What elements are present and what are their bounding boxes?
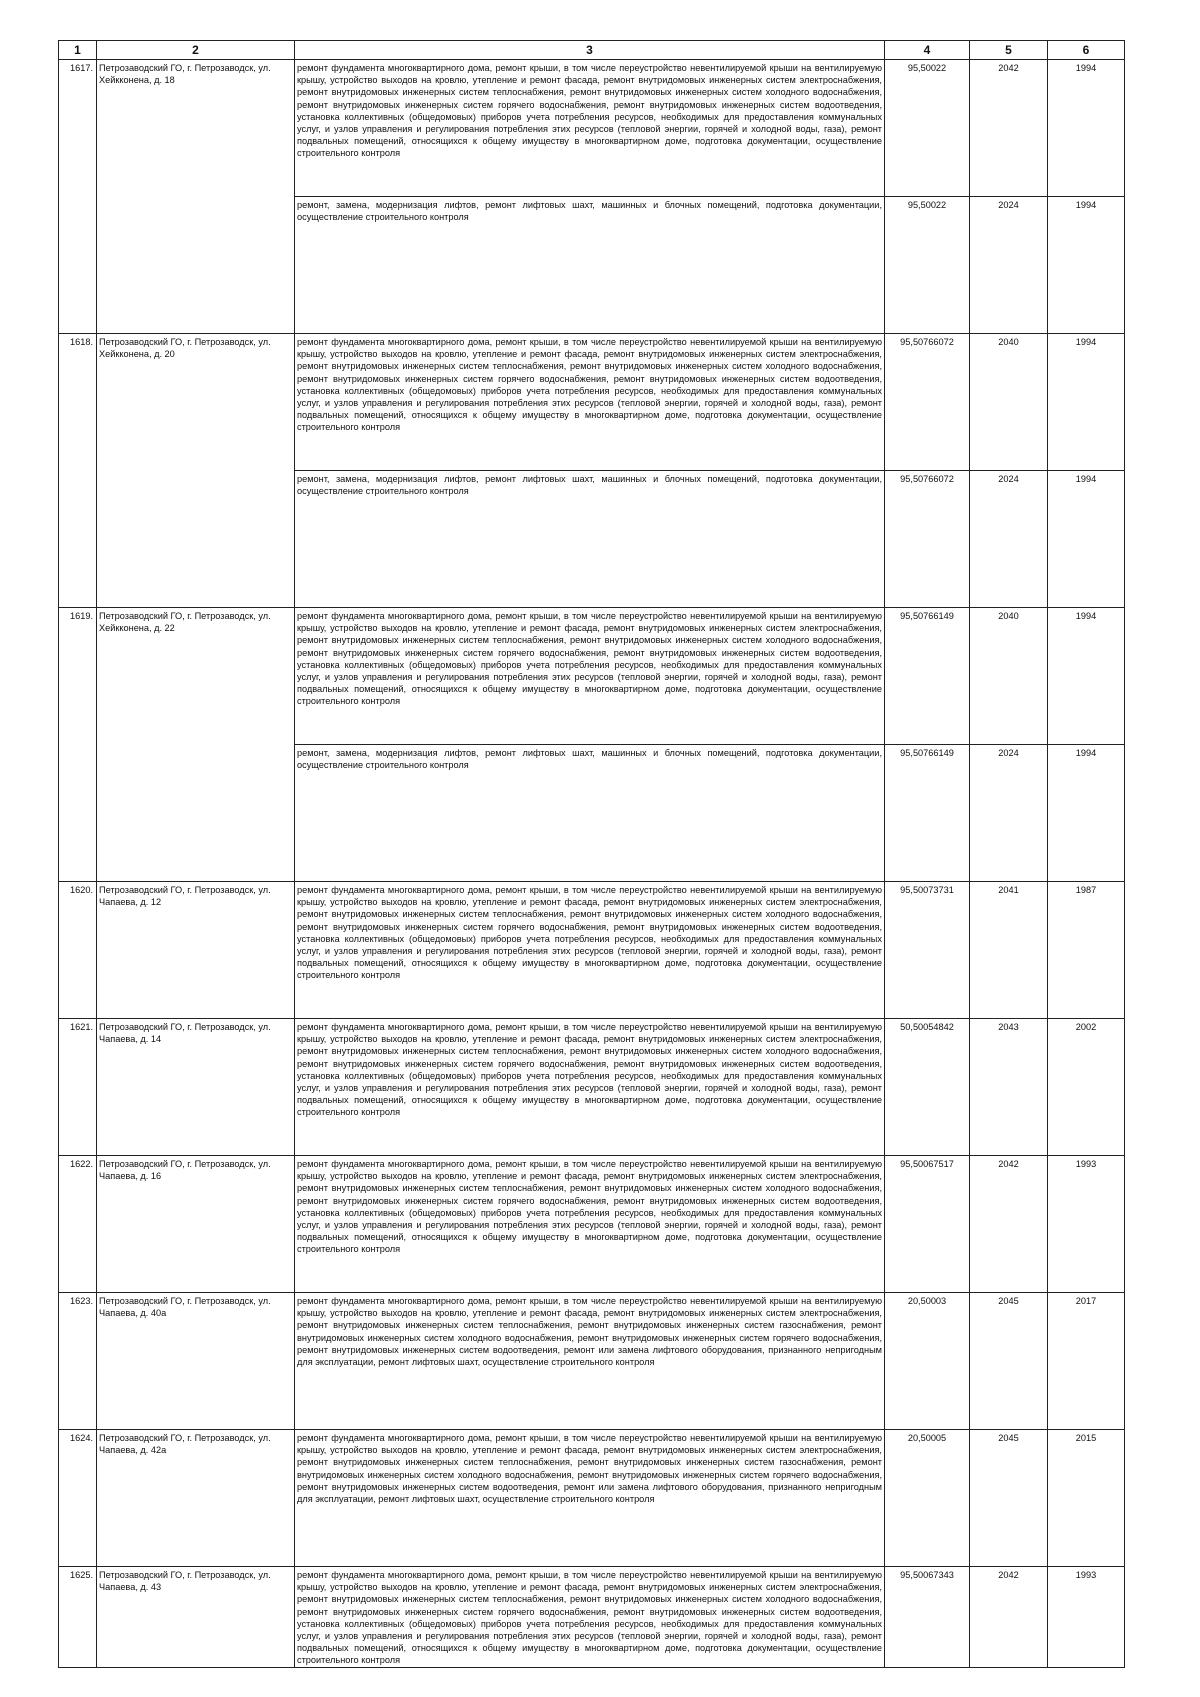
work-types-cell: ремонт фундамента многоквартирного дома, ремонт крыши, в том числе переустройство невентилируемой крыши на вентилируемую крышу, устройство выходов на кровлю, утепление и ремонт фасада, ремонт внутридомовых инженерных систем электроснабжения, ремонт внутридомовых инженерных систем теплоснабжения, ремонт внутридомовых инженерных систем холодного водоснабжения, ремонт внутридомовых инженерных систем горячего водоснабжения, ремонт внутридомовых инженерных систем водоотведения, установка коллективных (общедомовых) приборов учета потребления ресурсов, необходимых для предоставления коммунальных услуг, и узлов управления и регулирования потребления этих ресурсов (тепловой энергии, горячей и холодной воды, газа), ремонт подвальных помещений, относящихся к общему имуществу в многоквартирном доме, подготовка документации, осуществление строительного контроля xyxy=(295,334,885,471)
work-types-cell: ремонт фундамента многоквартирного дома, ремонт крыши, в том числе переустройство невентилируемой крыши на вентилируемую крышу, устройство выходов на кровлю, утепление и ремонт фасада, ремонт внутридомовых инженерных систем электроснабжения, ремонт внутридомовых инженерных систем теплоснабжения, ремонт внутридомовых инженерных систем газоснабжения, ремонт внутридомовых инженерных систем холодного водоснабжения, ремонт внутридомовых инженерных систем горячего водоснабжения, ремонт внутридомовых инженерных систем водоотведения, ремонт или замена лифтового оборудования, признанного непригодным для эксплуатации, ремонт лифтовых шахт, осуществление строительного контроля xyxy=(295,1430,885,1567)
plan-year-cell: 2040 xyxy=(970,608,1048,745)
plan-year-cell: 2024 xyxy=(970,471,1048,608)
row-number: 1620. xyxy=(59,882,97,1019)
built-year-cell: 1987 xyxy=(1048,882,1125,1019)
row-number: 1617. xyxy=(59,60,97,334)
work-types-cell: ремонт фундамента многоквартирного дома, ремонт крыши, в том числе переустройство невентилируемой крыши на вентилируемую крышу, устройство выходов на кровлю, утепление и ремонт фасада, ремонт внутридомовых инженерных систем электроснабжения, ремонт внутридомовых инженерных систем теплоснабжения, ремонт внутридомовых инженерных систем холодного водоснабжения, ремонт внутридомовых инженерных систем горячего водоснабжения, ремонт внутридомовых инженерных систем водоотведения, установка коллективных (общедомовых) приборов учета потребления ресурсов, необходимых для предоставления коммунальных услуг, и узлов управления и регулирования потребления этих ресурсов (тепловой энергии, горячей и холодной воды, газа), ремонт подвальных помещений, относящихся к общему имуществу в многоквартирном доме, подготовка документации, осуществление строительного контроля xyxy=(295,1567,885,1668)
address-cell: Петрозаводский ГО, г. Петрозаводск, ул. Чапаева, д. 14 xyxy=(97,1019,295,1156)
address-cell: Петрозаводский ГО, г. Петрозаводск, ул. Чапаева, д. 12 xyxy=(97,882,295,1019)
area-cell: 95,50766072 xyxy=(885,334,970,471)
row-number: 1621. xyxy=(59,1019,97,1156)
table-row xyxy=(59,1293,1125,1430)
address-cell: Петрозаводский ГО, г. Петрозаводск, ул. Чапаева, д. 42а xyxy=(97,1430,295,1567)
area-cell: 95,50073731 xyxy=(885,882,970,1019)
column-header-3: 3 xyxy=(295,41,885,60)
built-year-cell: 1994 xyxy=(1048,471,1125,608)
plan-year-cell: 2024 xyxy=(970,197,1048,334)
work-types-cell: ремонт, замена, модернизация лифтов, ремонт лифтовых шахт, машинных и блочных помещений, подготовка документации, осуществление строительного контроля xyxy=(295,745,885,882)
area-cell: 95,50022 xyxy=(885,60,970,197)
work-types-cell: ремонт фундамента многоквартирного дома, ремонт крыши, в том числе переустройство невентилируемой крыши на вентилируемую крышу, устройство выходов на кровлю, утепление и ремонт фасада, ремонт внутридомовых инженерных систем электроснабжения, ремонт внутридомовых инженерных систем теплоснабжения, ремонт внутридомовых инженерных систем газоснабжения, ремонт внутридомовых инженерных систем холодного водоснабжения, ремонт внутридомовых инженерных систем горячего водоснабжения, ремонт внутридомовых инженерных систем водоотведения, ремонт или замена лифтового оборудования, признанного непригодным для эксплуатации, ремонт лифтовых шахт, осуществление строительного контроля xyxy=(295,1293,885,1430)
built-year-cell: 1994 xyxy=(1048,60,1125,197)
column-header-6: 6 xyxy=(1048,41,1125,60)
row-number: 1625. xyxy=(59,1567,97,1668)
address-cell: Петрозаводский ГО, г. Петрозаводск, ул. Чапаева, д. 43 xyxy=(97,1567,295,1668)
area-cell: 20,50005 xyxy=(885,1430,970,1567)
area-cell: 95,50067517 xyxy=(885,1156,970,1293)
work-types-cell: ремонт фундамента многоквартирного дома, ремонт крыши, в том числе переустройство невентилируемой крыши на вентилируемую крышу, устройство выходов на кровлю, утепление и ремонт фасада, ремонт внутридомовых инженерных систем электроснабжения, ремонт внутридомовых инженерных систем теплоснабжения, ремонт внутридомовых инженерных систем холодного водоснабжения, ремонт внутридомовых инженерных систем горячего водоснабжения, ремонт внутридомовых инженерных систем водоотведения, установка коллективных (общедомовых) приборов учета потребления ресурсов, необходимых для предоставления коммунальных услуг, и узлов управления и регулирования потребления этих ресурсов (тепловой энергии, горячей и холодной воды, газа), ремонт подвальных помещений, относящихся к общему имуществу в многоквартирном доме, подготовка документации, осуществление строительного контроля xyxy=(295,60,885,197)
table-row xyxy=(59,60,1125,197)
table-row xyxy=(59,334,1125,471)
plan-year-cell: 2024 xyxy=(970,745,1048,882)
address-cell: Петрозаводский ГО, г. Петрозаводск, ул. Хейкконена, д. 20 xyxy=(97,334,295,608)
built-year-cell: 2015 xyxy=(1048,1430,1125,1567)
table-row xyxy=(59,1019,1125,1156)
table-row xyxy=(59,608,1125,745)
work-types-cell: ремонт, замена, модернизация лифтов, ремонт лифтовых шахт, машинных и блочных помещений, подготовка документации, осуществление строительного контроля xyxy=(295,471,885,608)
built-year-cell: 2017 xyxy=(1048,1293,1125,1430)
area-cell: 20,50003 xyxy=(885,1293,970,1430)
plan-year-cell: 2040 xyxy=(970,334,1048,471)
table-body xyxy=(59,60,1125,1668)
table-row xyxy=(59,1430,1125,1567)
plan-year-cell: 2043 xyxy=(970,1019,1048,1156)
row-number: 1623. xyxy=(59,1293,97,1430)
area-cell: 95,50766072 xyxy=(885,471,970,608)
row-number: 1619. xyxy=(59,608,97,882)
plan-year-cell: 2042 xyxy=(970,60,1048,197)
plan-year-cell: 2042 xyxy=(970,1156,1048,1293)
built-year-cell: 1993 xyxy=(1048,1156,1125,1293)
built-year-cell: 1994 xyxy=(1048,745,1125,882)
work-types-cell: ремонт фундамента многоквартирного дома, ремонт крыши, в том числе переустройство невентилируемой крыши на вентилируемую крышу, устройство выходов на кровлю, утепление и ремонт фасада, ремонт внутридомовых инженерных систем электроснабжения, ремонт внутридомовых инженерных систем теплоснабжения, ремонт внутридомовых инженерных систем холодного водоснабжения, ремонт внутридомовых инженерных систем горячего водоснабжения, ремонт внутридомовых инженерных систем водоотведения, установка коллективных (общедомовых) приборов учета потребления ресурсов, необходимых для предоставления коммунальных услуг, и узлов управления и регулирования потребления этих ресурсов (тепловой энергии, горячей и холодной воды, газа), ремонт подвальных помещений, относящихся к общему имуществу в многоквартирном доме, подготовка документации, осуществление строительного контроля xyxy=(295,608,885,745)
built-year-cell: 1994 xyxy=(1048,334,1125,471)
area-cell: 95,50766149 xyxy=(885,608,970,745)
column-header-4: 4 xyxy=(885,41,970,60)
address-cell: Петрозаводский ГО, г. Петрозаводск, ул. Чапаева, д. 16 xyxy=(97,1156,295,1293)
plan-year-cell: 2041 xyxy=(970,882,1048,1019)
row-number: 1618. xyxy=(59,334,97,608)
address-cell: Петрозаводский ГО, г. Петрозаводск, ул. Хейкконена, д. 18 xyxy=(97,60,295,334)
column-header-2: 2 xyxy=(97,41,295,60)
column-header-1: 1 xyxy=(59,41,97,60)
repair-program-table xyxy=(58,40,1125,1668)
area-cell: 50,50054842 xyxy=(885,1019,970,1156)
column-number-row xyxy=(59,41,1125,60)
area-cell: 95,50766149 xyxy=(885,745,970,882)
plan-year-cell: 2045 xyxy=(970,1293,1048,1430)
work-types-cell: ремонт фундамента многоквартирного дома, ремонт крыши, в том числе переустройство невентилируемой крыши на вентилируемую крышу, устройство выходов на кровлю, утепление и ремонт фасада, ремонт внутридомовых инженерных систем электроснабжения, ремонт внутридомовых инженерных систем теплоснабжения, ремонт внутридомовых инженерных систем холодного водоснабжения, ремонт внутридомовых инженерных систем горячего водоснабжения, ремонт внутридомовых инженерных систем водоотведения, установка коллективных (общедомовых) приборов учета потребления ресурсов, необходимых для предоставления коммунальных услуг, и узлов управления и регулирования потребления этих ресурсов (тепловой энергии, горячей и холодной воды, газа), ремонт подвальных помещений, относящихся к общему имуществу в многоквартирном доме, подготовка документации, осуществление строительного контроля xyxy=(295,1019,885,1156)
address-cell: Петрозаводский ГО, г. Петрозаводск, ул. Чапаева, д. 40а xyxy=(97,1293,295,1430)
plan-year-cell: 2045 xyxy=(970,1430,1048,1567)
area-cell: 95,50067343 xyxy=(885,1567,970,1668)
built-year-cell: 1993 xyxy=(1048,1567,1125,1668)
plan-year-cell: 2042 xyxy=(970,1567,1048,1668)
work-types-cell: ремонт фундамента многоквартирного дома, ремонт крыши, в том числе переустройство невентилируемой крыши на вентилируемую крышу, устройство выходов на кровлю, утепление и ремонт фасада, ремонт внутридомовых инженерных систем электроснабжения, ремонт внутридомовых инженерных систем теплоснабжения, ремонт внутридомовых инженерных систем холодного водоснабжения, ремонт внутридомовых инженерных систем горячего водоснабжения, ремонт внутридомовых инженерных систем водоотведения, установка коллективных (общедомовых) приборов учета потребления ресурсов, необходимых для предоставления коммунальных услуг, и узлов управления и регулирования потребления этих ресурсов (тепловой энергии, горячей и холодной воды, газа), ремонт подвальных помещений, относящихся к общему имуществу в многоквартирном доме, подготовка документации, осуществление строительного контроля xyxy=(295,1156,885,1293)
built-year-cell: 2002 xyxy=(1048,1019,1125,1156)
built-year-cell: 1994 xyxy=(1048,197,1125,334)
built-year-cell: 1994 xyxy=(1048,608,1125,745)
address-cell: Петрозаводский ГО, г. Петрозаводск, ул. Хейкконена, д. 22 xyxy=(97,608,295,882)
table-row xyxy=(59,1567,1125,1668)
row-number: 1622. xyxy=(59,1156,97,1293)
row-number: 1624. xyxy=(59,1430,97,1567)
work-types-cell: ремонт фундамента многоквартирного дома, ремонт крыши, в том числе переустройство невентилируемой крыши на вентилируемую крышу, устройство выходов на кровлю, утепление и ремонт фасада, ремонт внутридомовых инженерных систем электроснабжения, ремонт внутридомовых инженерных систем теплоснабжения, ремонт внутридомовых инженерных систем холодного водоснабжения, ремонт внутридомовых инженерных систем горячего водоснабжения, ремонт внутридомовых инженерных систем водоотведения, установка коллективных (общедомовых) приборов учета потребления ресурсов, необходимых для предоставления коммунальных услуг, и узлов управления и регулирования потребления этих ресурсов (тепловой энергии, горячей и холодной воды, газа), ремонт подвальных помещений, относящихся к общему имуществу в многоквартирном доме, подготовка документации, осуществление строительного контроля xyxy=(295,882,885,1019)
area-cell: 95,50022 xyxy=(885,197,970,334)
column-header-5: 5 xyxy=(970,41,1048,60)
work-types-cell: ремонт, замена, модернизация лифтов, ремонт лифтовых шахт, машинных и блочных помещений, подготовка документации, осуществление строительного контроля xyxy=(295,197,885,334)
table-row xyxy=(59,1156,1125,1293)
table-row xyxy=(59,882,1125,1019)
